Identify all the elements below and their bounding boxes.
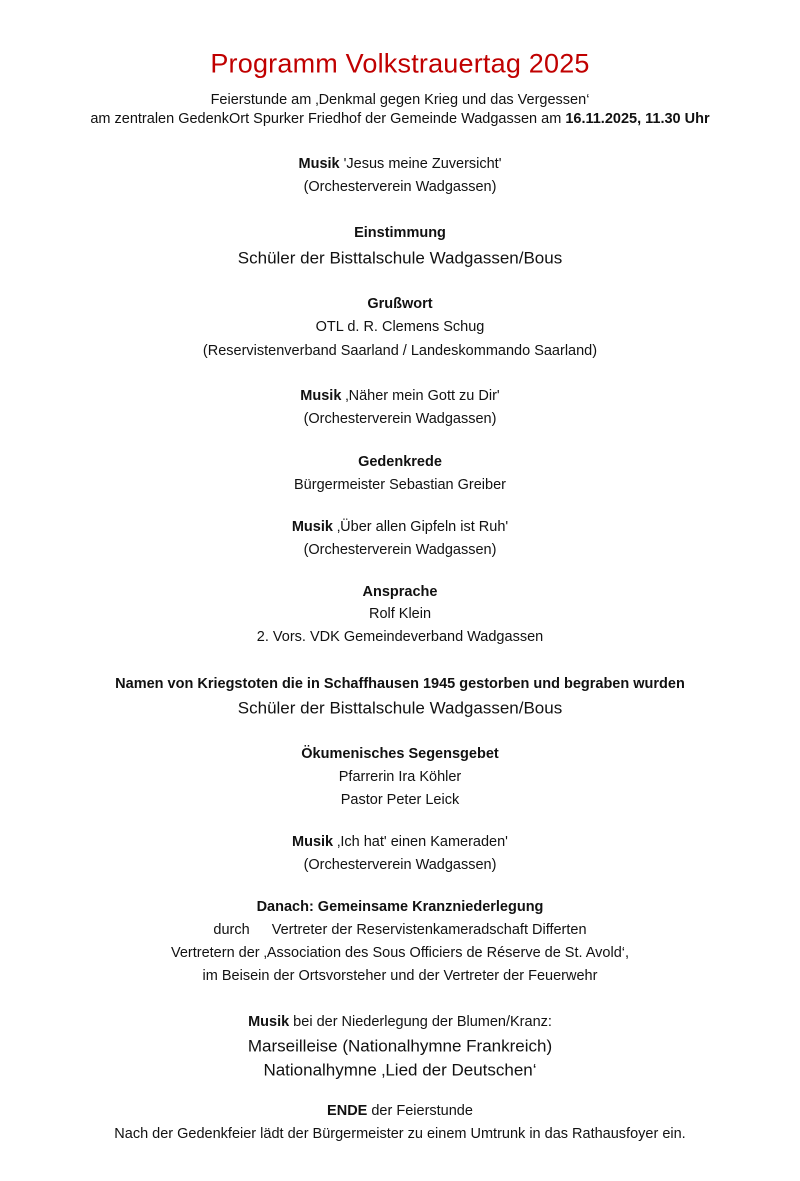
musik-1-title: 'Jesus meine Zuversicht' xyxy=(339,155,502,172)
ansprache-heading xyxy=(0,585,800,600)
musik-5-text: bei der Niederlegung der Blumen/Kranz: xyxy=(289,1013,552,1030)
ende xyxy=(0,1104,800,1119)
segensgebet-heading-text: Ökumenisches Segensgebet xyxy=(301,745,499,762)
kranz-heading-text: Danach: Gemeinsame Kranzniederlegung xyxy=(256,898,544,915)
musik-1-label: Musik xyxy=(298,155,340,172)
ende-label: ENDE xyxy=(327,1102,368,1119)
musik-3-performer: (Orchesterverein Wadgassen) xyxy=(303,541,497,558)
subtitle-location: am zentralen GedenkOrt Spurker Friedhof der Gemeinde Wadgassen am xyxy=(90,110,566,127)
subtitle-line-1: Feierstunde am ‚Denkmal gegen Krieg und das Vergessen‘ xyxy=(210,91,590,108)
grusswort-heading-text: Grußwort xyxy=(367,295,433,312)
einstimmung-heading-text: Einstimmung xyxy=(354,224,446,241)
musik-3-label: Musik xyxy=(291,518,333,535)
kranz-heading xyxy=(0,900,800,915)
grusswort-speaker: OTL d. R. Clemens Schug xyxy=(315,318,485,335)
einstimmung-heading xyxy=(0,226,800,241)
ende-note: Nach der Gedenkfeier lädt der Bürgermeister zu einem Umtrunk in das Rathausfoyer ein. xyxy=(114,1125,686,1142)
kranz-line-2: Vertretern der ‚Association des Sous Officiers de Réserve de St. Avold‘, xyxy=(170,944,630,961)
musik-3 xyxy=(0,520,800,535)
musik-4-performer: (Orchesterverein Wadgassen) xyxy=(303,856,497,873)
segensgebet-heading xyxy=(0,747,800,762)
musik-2-performer: (Orchesterverein Wadgassen) xyxy=(303,410,497,427)
kranz-durch: durch xyxy=(213,921,250,938)
musik-4-title: ‚Ich hat' einen Kameraden' xyxy=(333,833,508,850)
ende-text: der Feierstunde xyxy=(367,1102,473,1119)
subtitle-line-2 xyxy=(0,112,800,127)
segensgebet-speaker-2: Pastor Peter Leick xyxy=(340,791,460,808)
kranz-line-3: im Beisein der Ortsvorsteher und der Vertreter der Feuerwehr xyxy=(202,967,598,984)
namen-heading-text: Namen von Kriegstoten die in Schaffhausen 1945 gestorben und begraben wurden xyxy=(115,675,685,692)
gedenkrede-heading-text: Gedenkrede xyxy=(358,453,442,470)
ansprache-speaker: Rolf Klein xyxy=(368,605,432,622)
musik-4 xyxy=(0,835,800,850)
musik-1 xyxy=(0,157,800,172)
musik-4-label: Musik xyxy=(292,833,334,850)
namen-by: Schüler der Bisttalschule Wadgassen/Bous xyxy=(237,698,563,718)
einstimmung-by: Schüler der Bisttalschule Wadgassen/Bous xyxy=(237,248,563,268)
ansprache-role: 2. Vors. VDK Gemeindeverband Wadgassen xyxy=(256,628,544,645)
kranz-line-1-text: Vertreter der Reservistenkameradschaft Differten xyxy=(271,921,587,938)
gedenkrede-heading xyxy=(0,455,800,470)
musik-5-hymn-2: Nationalhymne ‚Lied der Deutschen‘ xyxy=(263,1060,537,1080)
musik-1-performer: (Orchesterverein Wadgassen) xyxy=(303,178,497,195)
gedenkrede-speaker: Bürgermeister Sebastian Greiber xyxy=(294,476,506,493)
musik-5-hymn-1: Marseilleise (Nationalhymne Frankreich) xyxy=(247,1036,553,1056)
namen-heading xyxy=(0,677,800,692)
musik-3-title: ‚Über allen Gipfeln ist Ruh' xyxy=(332,518,509,535)
page-title: Programm Volkstrauertag 2025 xyxy=(210,48,590,79)
musik-5-label: Musik xyxy=(248,1013,290,1030)
musik-5 xyxy=(0,1015,800,1030)
ansprache-heading-text: Ansprache xyxy=(362,583,438,600)
musik-2 xyxy=(0,389,800,404)
event-date-time: 16.11.2025, 11.30 Uhr xyxy=(565,110,710,127)
grusswort-org: (Reservistenverband Saarland / Landeskommando Saarland) xyxy=(202,342,598,359)
segensgebet-speaker-1: Pfarrerin Ira Köhler xyxy=(338,768,462,785)
musik-2-label: Musik xyxy=(300,387,342,404)
musik-2-title: ‚Näher mein Gott zu Dir' xyxy=(341,387,500,404)
kranz-line-1 xyxy=(0,923,800,938)
grusswort-heading xyxy=(0,297,800,312)
